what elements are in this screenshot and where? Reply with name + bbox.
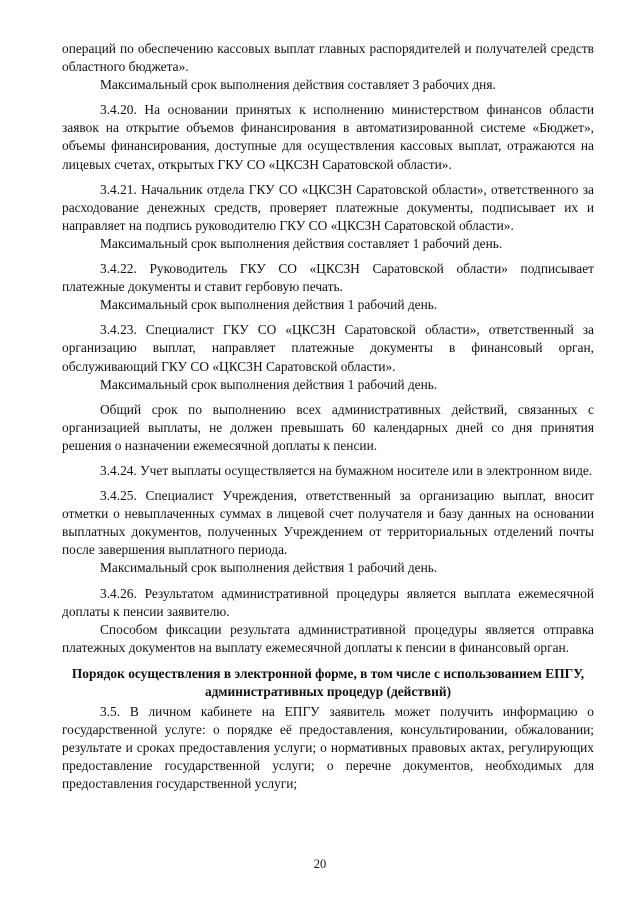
paragraph-3-5: 3.5. В личном кабинете на ЕПГУ заявитель может получить информацию о государственной услуге: о порядке её предоставления, консультировании, обжаловании; результате и сроках предоставления услуги; о нормативных правовых актах, регулирующих предоставление государственной услуги; о перечне документов, необходимых для предоставления государственной услуги; xyxy=(62,703,594,792)
paragraph-deadline: Максимальный срок выполнения действия 1 рабочий день. xyxy=(100,297,438,313)
paragraph-fixation-method: Способом фиксации результата административной процедуры является отправка платежных документов на выплату ежемесячной доплаты к пенсии в финансовый орган. xyxy=(62,621,594,655)
paragraph-deadline: Максимальный срок выполнения действия составляет 3 рабочих дня. xyxy=(100,77,496,93)
paragraph-deadline: Максимальный срок выполнения действия 1 рабочий день. xyxy=(100,376,438,392)
paragraph-3-4-22: 3.4.22. Руководитель ГКУ СО «ЦКСЗН Саратовской области» подписывает платежные документы и ставит гербовую печать. xyxy=(62,261,594,295)
paragraph-3-4-21: 3.4.21. Начальник отдела ГКУ СО «ЦКСЗН Саратовской области», ответственного за расходование денежных средств, проверяет платежные документы, подписывает их и направляет на подпись руководителю ГКУ СО «ЦКСЗН Саратовской области». xyxy=(62,181,594,233)
paragraph-deadline: Максимальный срок выполнения действия составляет 1 рабочий день. xyxy=(100,235,503,251)
paragraph-total-term: Общий срок по выполнению всех административных действий, связанных с организацией выплаты, не должен превышать 60 календарных дней со дня принятия решения о назначении ежемесячной доплаты к пенсии. xyxy=(62,401,594,453)
paragraph-3-4-26: 3.4.26. Результатом административной процедуры является выплата ежемесячной доплаты к пенсии заявителю. xyxy=(62,585,594,619)
page-number: 20 xyxy=(313,857,327,871)
paragraph-3-4-20: 3.4.20. На основании принятых к исполнению министерством финансов области заявок на открытие объемов финансирования в автоматизированной системе «Бюджет», объемы финансирования, доступные для осуществления кассовых выплат, отражаются на лицевых счетах, открытых ГКУ СО «ЦКСЗН Саратовской области». xyxy=(62,102,594,172)
paragraph-continuation: операций по обеспечению кассовых выплат главных распорядителей и получателей средств областного бюджета». xyxy=(62,41,594,75)
section-heading: Порядок осуществления в электронной форме, в том числе с использованием ЕПГУ, административных процедур (действий) xyxy=(71,665,585,699)
paragraph-3-4-23: 3.4.23. Специалист ГКУ СО «ЦКСЗН Саратовской области», ответственный за организацию выплат, направляет платежные документы в финансовый орган, обслуживающий ГКУ СО «ЦКСЗН Саратовской области». xyxy=(62,322,594,374)
paragraph-deadline: Максимальный срок выполнения действия 1 рабочий день. xyxy=(100,560,438,576)
paragraph-3-4-25: 3.4.25. Специалист Учреждения, ответственный за организацию выплат, вносит отметки о невыплаченных суммах в лицевой счет получателя и базу данных на основании выплатных документов, полученных Учреждением от территориальных отделений почты после завершения выплатного периода. xyxy=(62,488,594,558)
paragraph-3-4-24: 3.4.24. Учет выплаты осуществляется на бумажном носителе или в электронном виде. xyxy=(100,462,593,478)
document-page xyxy=(62,40,594,793)
